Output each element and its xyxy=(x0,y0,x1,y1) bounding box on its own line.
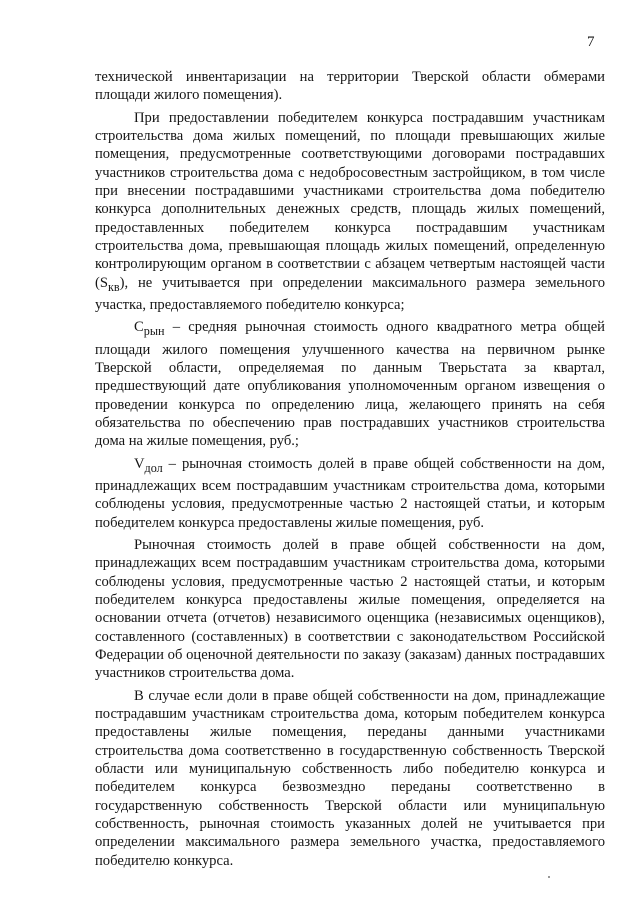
symbol-c-subscript: рын xyxy=(143,324,165,339)
scan-dot-mark xyxy=(548,876,550,878)
paragraph-text: При предоставлении победителем конкурса пострадавшим участникам строительства дома жилых помещений, по площади превышающих жилые помещения, предусмотренные соответствующими договорами пострадавших участников строительства дома с недобросовестным застройщиком, в том числе при внесении пострадавшими участниками строительства дома победителю конкурса дополнительных денежных средств, площадь жилых помещений, предоставленных победителем конкурса пострадавшим участникам строительства дома, превышающая площадь жилых помещений, определенную контролирующим органом в соответствии с абзацем четвертым настоящей части (S xyxy=(95,109,605,291)
paragraph-area-excess xyxy=(95,109,605,315)
symbol-c: С xyxy=(134,319,144,336)
page-number: 7 xyxy=(587,34,595,50)
paragraph-text: Рыночная стоимость долей в праве общей собственности на дом, принадлежащих всем пострадавшим участникам строительства дома, которыми соблюдены условия, предусмотренные частью 2 настоящей статьи, и которым победителем конкурса предоставлены жилые помещения, определяется на основании отчета (отчетов) независимого оценщика (независимых оценщиков), составленного (составленных) в соответствии с законодательством Российской Федерации об оценочной деятельности по заказу (заказам) данных пострадавших участников строительства дома. xyxy=(95,536,605,682)
document-body xyxy=(95,68,605,874)
symbol-v: V xyxy=(134,455,145,472)
paragraph-v-dol-definition xyxy=(95,455,605,532)
paragraph-text: – рыночная стоимость долей в праве общей собственности на дом, принадлежащих всем пострадавшим участникам строительства дома, которыми соблюдены условия, предусмотренные частью 2 настоящей статьи, и которым победителем конкурса предоставлены жилые помещения, руб. xyxy=(95,455,605,531)
paragraph-text: технической инвентаризации на территории Тверской области обмерами площади жилого помещения). xyxy=(95,69,605,104)
paragraph-share-transfer xyxy=(95,687,605,870)
paragraph-tail: ), не учитывается при определении максимального размера земельного участка, предоставляемого победителю конкурса; xyxy=(95,274,605,314)
paragraph-market-value xyxy=(95,536,605,683)
paragraph-c-ryn-definition xyxy=(95,318,605,450)
paragraph-text: В случае если доли в праве общей собственности на дом, принадлежащие пострадавшим участникам строительства дома, которым победителем конкурса предоставлены жилые помещения, переданы данными участниками строительства дома соответственно в государственную собственность Тверской области или муниципальную собственность либо победителю конкурса и победителем конкурса безвозмездно переданы соответственно в государственную собственность Тверской области или муниципальную собственность, рыночная стоимость указанных долей не учитывается при определении максимального размера земельного участка, предоставляемого победителю конкурса. xyxy=(95,687,605,869)
paragraph-text: – средняя рыночная стоимость одного квадратного метра общей площади жилого помещения улучшенного качества на первичном рынке Тверской области, определяемая по данным Тверьстата за квартал, предшествующий дате опубликования уполномоченным органом извещения о проведении конкурса по определению лица, желающего принять на себя обязательства по обеспечению прав пострадавших участников строительства дома на жилые помещения, руб.; xyxy=(95,319,605,450)
symbol-v-subscript: дол xyxy=(144,460,163,475)
s-subscript: кв xyxy=(107,279,120,294)
paragraph-continuation xyxy=(95,68,605,105)
